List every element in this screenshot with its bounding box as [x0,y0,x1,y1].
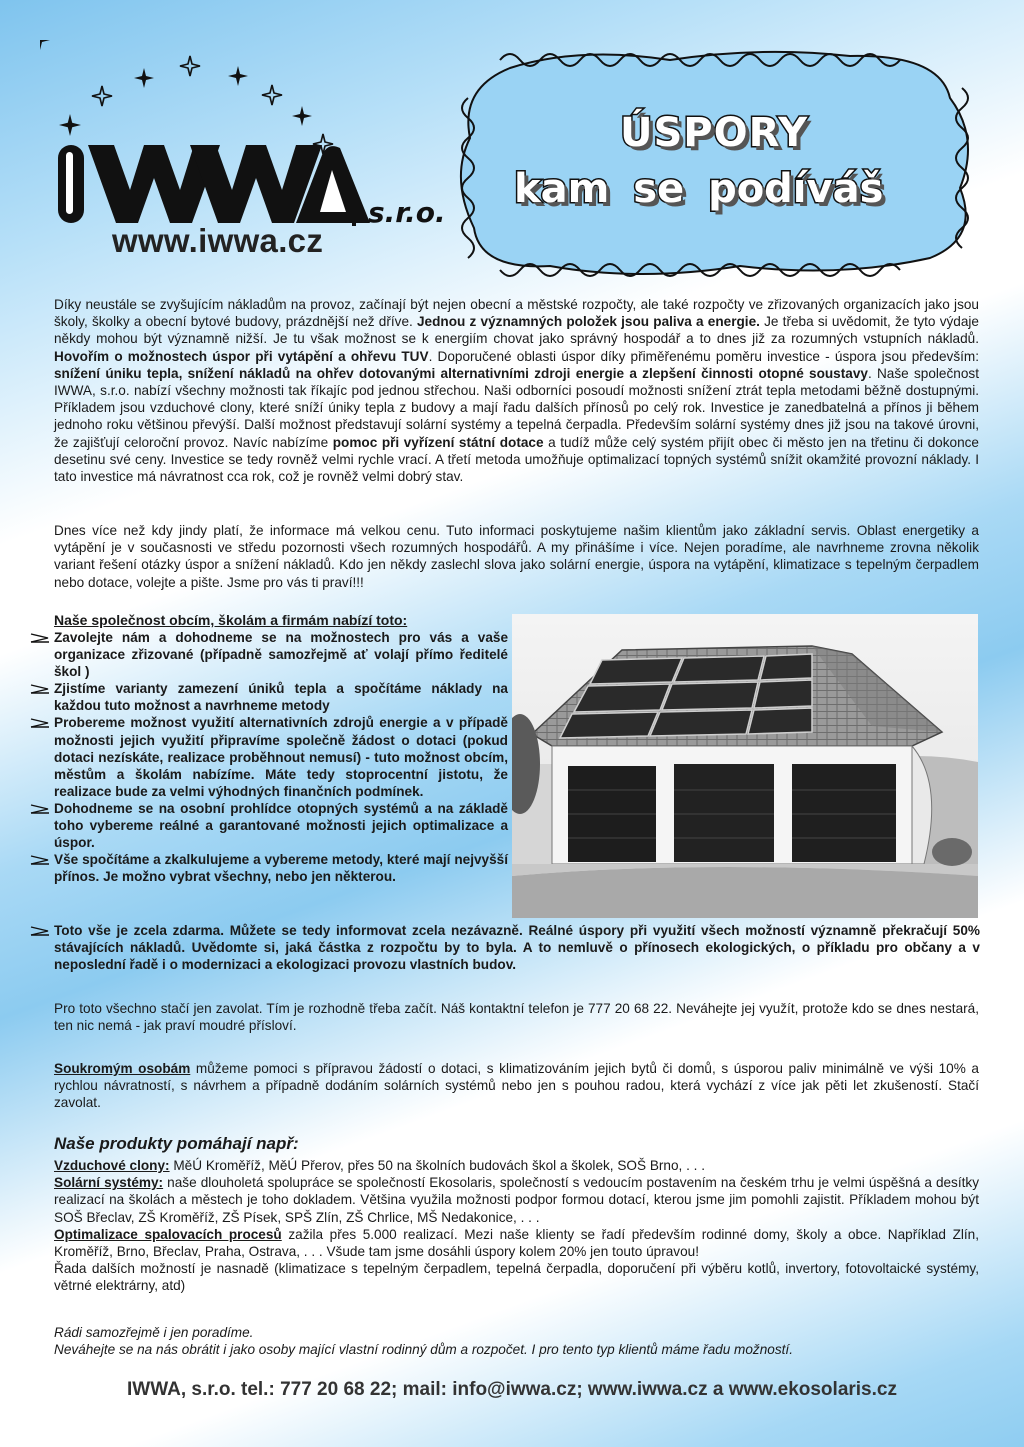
logo-suffix: s.r.o. [368,196,446,229]
solar-label: Solární systémy: [54,1175,164,1191]
site-url[interactable]: www.iwwa.cz [112,222,324,259]
products-heading: Naše produkty pomáhají např: [54,1134,299,1153]
list-item: Probereme možnost využití alternativních zdrojů energie a v případě možnosti jejich využití připravíme společně žádost o dotaci (pokud dotaci nezískáte, realizace proběhnout nemusí) - tuto možnost obcím, městům a školám nabízíme. Máte tedy stoprocentní jistotu, že realizace bude za velmi výhodných finančních podmínek. [30,714,508,799]
arrow-bullet-icon [30,855,50,865]
list-item: Vše spočítáme a zkalkulujeme a vybereme metody, které mají nejvyšší přínos. Je možno vybrat všechny, nebo jen některou. [30,851,508,885]
headline-cloud [440,38,990,288]
private-label: Soukromým osobám [54,1061,191,1076]
intro-paragraph: Díky neustále se zvyšujícím nákladům na provoz, začínají být nejen obecní a městské rozpočty, ale také rozpočty ve zřizovaných organizacích jako jsou školy, školky a obecní bytové budovy, prázdnější než dříve. Jednou z významných položek jsou paliva a energie. Je třeba si uvědomit, že tyto výdaje někdy mohou být významně nižší. Je tu však možnost se k energiím chovat jako správný hospodář a to dnes již za rozumných vstupních nákladů. Hovořím o možnostech úspor při vytápění a ohřevu TUV. Doporučené oblasti úspor díky přiměřenému poměru investice - úspora jsou především: snížení úniku tepla, snížení nákladů na ohřev dotovanými alternativními zdroji energie a zlepšení činnosti otopné soustavy. Naše společnost IWWA, s.r.o. nabízí všechny možnosti tak říkajíc pod jednou střechou. Naši odborníci posoudí možnosti snížení ztrát tepla metodami běžně dostupnými. Příkladem jsou vzduchové clony, které sníží úniky tepla z budovy a mají řadu dalších přínosů po celý rok. Investice je zanedbatelná a přínos ji během jednoho roku většinou převýší. Další možnost představují solární systémy a tepelná čerpadla. Především solární systémy dnes již jsou na takové úrovni, že zajišťují celoroční provoz. Navíc nabízíme pomoc při vyřízení státní dotace a tudíž může celý systém přijít obec či město jen na třetinu či dokonce desetinu své ceny. Investice se tedy rovněž velmi rychle vrací. A třetí metoda umožňuje optimalizací topných systémů snížit okamžité provozní náklady. I tato investice má návratnost cca rok, což je rovněž velmi dobrý stav. [54,297,979,485]
offer-last-list [30,922,980,973]
clony-label: Vzduchové clony: [54,1158,170,1173]
offer-list [30,629,508,885]
iwwa-wordmark [58,145,370,226]
offer-heading: Naše společnost obcím, školám a firmám nabízí toto: [54,612,408,628]
list-item: Zavolejte nám a dohodneme se na možnostech pro vás a vaše organizace zřizované (případně samozřejmě ať volají přímo ředitelé škol ) [30,629,508,680]
star-icons [40,40,50,50]
more-options: Řada dalších možností je nasnadě (klimatizace s tepelným čerpadlem, tepelná čerpadla, doporučení při výběru kotlů, invertory, fotovoltaické systémy, větrné elektrárny, atd) [54,1261,979,1294]
solar-house-photo [512,614,978,918]
intro-paragraph-2: Dnes více než kdy jindy platí, že informace má velkou cenu. Tuto informaci poskytujeme našim klientům jako základní servis. Oblast energetiky a vytápění je v současnosti ve středu pozornosti všech rozumných hospodářů. A my přinášíme i více. Nejen poradíme, ale navrhneme zrovna několik variant řešení otázky úspor a snížení nákladů. Kdo jen někdy zaslechl slova jako solární energie, úspora na vytápění, klimatizace s tepelným čerpadlem nebo dotace, volejte a pište. Jsme pro vás ti praví!!! [54,523,979,590]
call-paragraph: Pro toto všechno stačí jen zavolat. Tím je rozhodně třeba začít. Náš kontaktní telefon je 777 20 68 22. Neváhejte jej využít, protože kdo se dnes nestará, ten nic nemá - jak praví moudré přísloví. [54,1001,979,1034]
private-paragraph: Soukromým osobám můžeme pomoci s přípravou žádostí o dotaci, s klimatizováním jejich bytů či domů, s úsporou paliv minimálně ve výši 10% a rychlou návratností, s návrhem a případně dodáním solárních systémů nebo jen s pouhou radou, která vychází z více jak pěti let zkušeností. Stačí zavolat. [54,1061,979,1111]
optim-label: Optimalizace spalovacích procesů [54,1226,282,1242]
footer-contact: IWWA, s.r.o. tel.: 777 20 68 22; mail: info@iwwa.cz; www.iwwa.cz a www.ekosolaris.cz [127,1379,897,1400]
arrow-bullet-icon [30,926,50,936]
headline-line-2: kam se podíváš [514,166,884,212]
arrow-bullet-icon [30,633,50,643]
products-paragraph: Vzduchové clony: MěÚ Kroměříž, MěÚ Přerov, přes 50 na školních budovách škol a školek, SOŠ Brno, . . . Solární systémy: naše dlouholetá spolupráce se společností Ekosolaris, společností s vedoucím postavením na českém trhu je velmi úspěšná a desítky realizací na školách a městech je toho dokladem. Většina využila možnosti podpor formou dotací, kterou jsme jim pomohli zajistit. Příkladem mohou být SOŠ Břeclav, ZŠ Kroměříž, ZŠ Písek, SPŠ Zlín, ZŠ Chrlice, MŠ Nedakonice, . . . Optimalizace spalovacích procesů zažila přes 5.000 realizací. Mezi naše klienty se řadí především rodinné domy, školy a obce. Například Zlín, Kroměříž, Brno, Břeclav, Praha, Ostrava, . . . Všude tam jsme dosáhli úspory kolem 20% jen touto úpravou! Řada dalších možností je nasnadě (klimatizace s tepelným čerpadlem, tepelná čerpadla, doporučení při výběru kotlů, invertory, fotovoltaické systémy, větrné elektrárny, atd) [54,1158,980,1294]
closing-note: Rádi samozřejmě i jen poradíme. Neváhejte se na nás obrátit i jako osoby mající vlastní rodinný dům a rozpočet. I pro tento typ klientů máme řadu možností. [54,1325,793,1358]
list-item: Toto vše je zcela zdarma. Můžete se tedy informovat zcela nezávazně. Reálné úspory při využití všech možností významně překračují 50% stávajících nákladů. Uvědomte si, jaká částka z rozpočtu by to byla. A to nemluvě o přínosech ekologických, o příkladu pro občany a v neposlední řadě i o modernizaci a ekologizaci provozu vlastních budov. [30,922,980,973]
list-item: Dohodneme se na osobní prohlídce otopných systémů a na základě toho vybereme reálné a garantované možnosti jejich optimalizace a úspor. [30,800,508,851]
list-item: Zjistíme varianty zamezení úniků tepla a spočítáme náklady na každou tuto možnost a navrhneme metody [30,680,508,714]
iwwa-logo [40,40,450,230]
arrow-bullet-icon [30,684,50,694]
arrow-bullet-icon [30,804,50,814]
headline-line-1: ÚSPORY [620,110,809,156]
arrow-bullet-icon [30,718,50,728]
star-icon [40,40,50,50]
